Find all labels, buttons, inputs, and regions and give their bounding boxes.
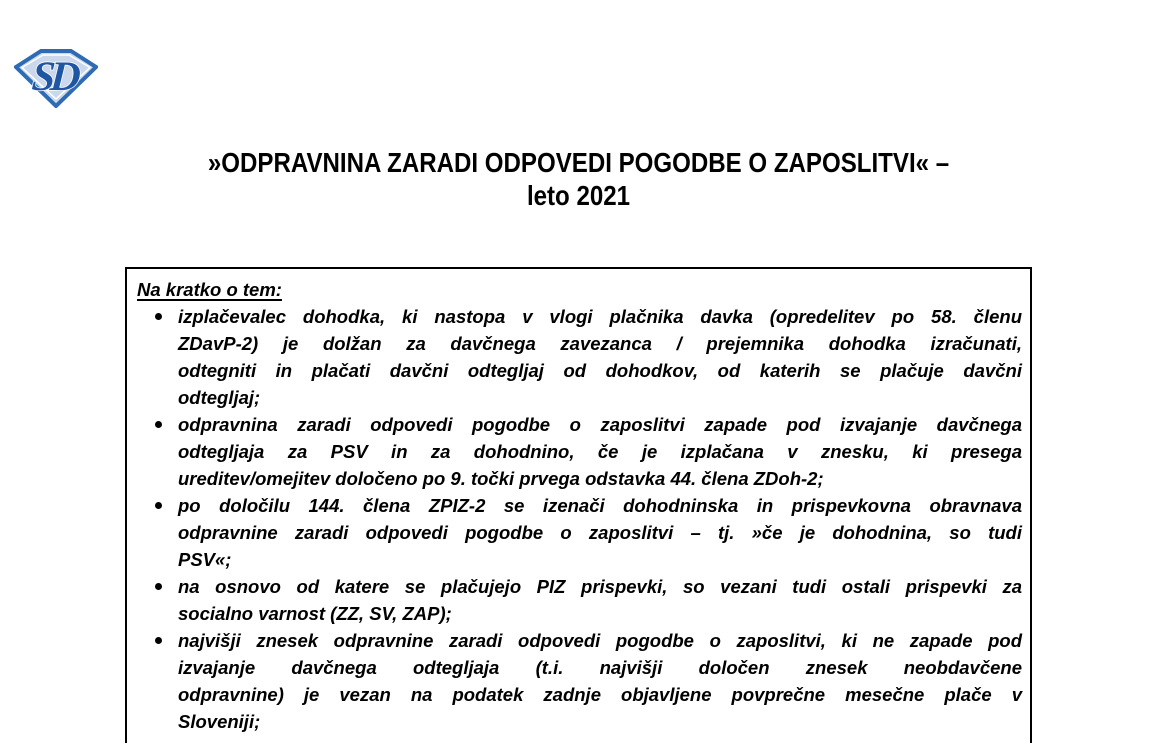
bullet-line: odtegljaja za PSV in za dohodnino, če je izplačana v znesku, ki presega [178, 441, 1022, 462]
bullet-line: izvajanje davčnega odtegljaja (t.i. najvišji določen znesek neobdavčene [178, 657, 1022, 678]
bullet-line: odpravnine) je vezan na podatek zadnje objavljene povprečne mesečne plače v [178, 684, 1022, 705]
bullet-line: ureditev/omejitev določeno po 9. točki prvega odstavka 44. člena ZDoh-2; [178, 468, 824, 489]
list-item [137, 573, 1022, 627]
summary-box-heading: Na kratko o tem: [137, 279, 282, 300]
bullet-line: ZDavP-2) je dolžan za davčnega zavezanca / prejemnika dohodka izračunati, [178, 333, 1022, 354]
bullet-line: PSV«; [178, 549, 232, 570]
bullet-line: po določilu 144. člena ZPIZ-2 se izenači dohodninska in prispevkovna obravnava [178, 495, 1022, 516]
summary-bullet-list [137, 303, 1022, 735]
summary-box [125, 267, 1032, 743]
bullet-line: odpravnine zaradi odpovedi pogodbe o zaposlitvi – tj. »če je dohodnina, so tudi [178, 522, 1022, 543]
list-item [137, 627, 1022, 735]
bullet-text [178, 411, 1022, 492]
bullet-icon [155, 583, 162, 590]
bullet-line: najvišji znesek odpravnine zaradi odpovedi pogodbe o zaposlitvi, ki ne zapade pod [178, 630, 1022, 651]
bullet-line: na osnovo od katere se plačujejo PIZ prispevki, so vezani tudi ostali prispevki za [178, 576, 1022, 597]
bullet-line: odtegniti in plačati davčni odtegljaj od dohodkov, od katerih se plačuje davčni [178, 360, 1022, 381]
bullet-icon [155, 502, 162, 509]
bullet-line: izplačevalec dohodka, ki nastopa v vlogi plačnika davka (opredelitev po 58. členu [178, 306, 1022, 327]
bullet-text [178, 492, 1022, 573]
page-title [188, 146, 968, 212]
sd-logo-icon [14, 46, 98, 108]
bullet-line: odpravnina zaradi odpovedi pogodbe o zaposlitvi zapade pod izvajanje davčnega [178, 414, 1022, 435]
page-title-line-1: »ODPRAVNINA ZARADI ODPOVEDI POGODBE O ZAPOSLITVI« – [207, 147, 950, 178]
bullet-icon [155, 421, 162, 428]
bullet-line: Sloveniji; [178, 711, 261, 732]
bullet-line: socialno varnost (ZZ, SV, ZAP); [178, 603, 452, 624]
bullet-text [178, 573, 1022, 627]
bullet-text [178, 303, 1022, 411]
bullet-text [178, 627, 1022, 735]
bullet-line: odtegljaj; [178, 387, 261, 408]
list-item [137, 303, 1022, 411]
page-title-line-2: leto 2021 [526, 180, 631, 211]
bullet-icon [155, 313, 162, 320]
list-item [137, 492, 1022, 573]
logo-letters: SD [30, 54, 78, 100]
list-item [137, 411, 1022, 492]
bullet-icon [155, 637, 162, 644]
